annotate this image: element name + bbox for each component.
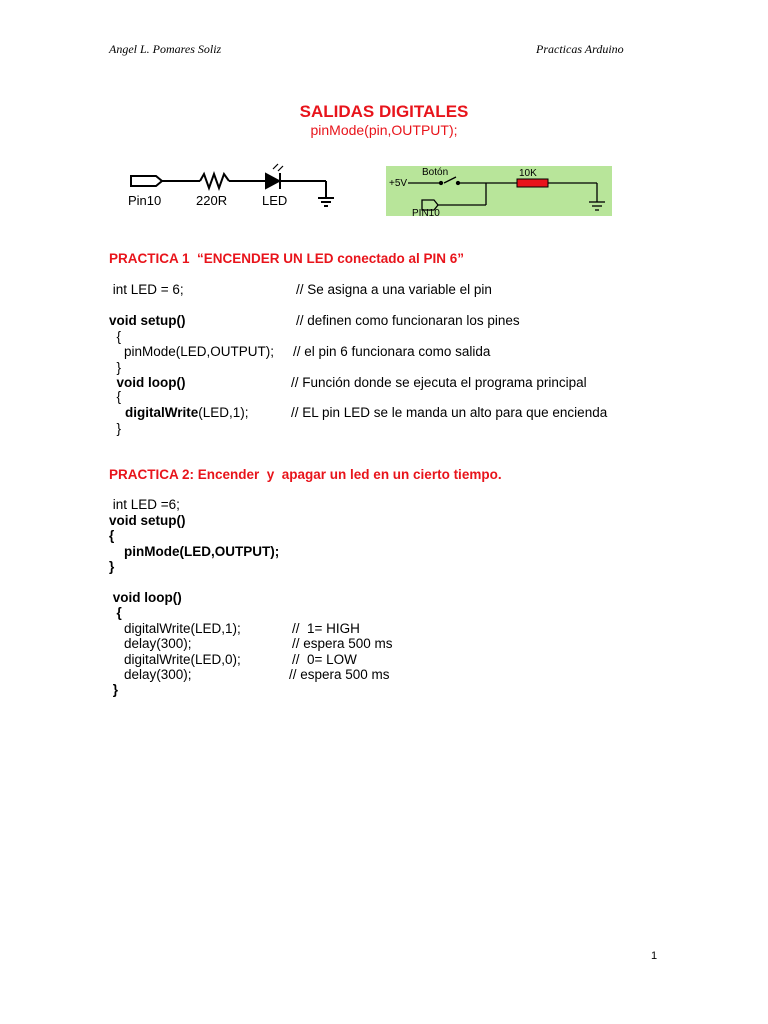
code-line: { — [109, 528, 115, 543]
diagram-vcc-label: +5V — [389, 178, 408, 189]
code-comment: // 0= LOW — [292, 652, 357, 667]
code-line: int LED = 6; — [109, 282, 184, 297]
code-line: void loop() — [109, 375, 186, 390]
digitalwrite-keyword: digitalWrite — [125, 405, 199, 420]
header-author: Angel L. Pomares Soliz — [109, 42, 222, 56]
page-subtitle: pinMode(pin,OUTPUT); — [310, 122, 458, 138]
code-line: void setup() — [109, 313, 186, 328]
page-number: 1 — [651, 950, 658, 962]
code-comment: // el pin 6 funcionara como salida — [293, 344, 491, 359]
pin-connector — [131, 176, 162, 186]
code-line: } — [109, 682, 119, 697]
code-line: } — [109, 559, 115, 574]
code-comment: // EL pin LED se le manda un alto para que encienda — [291, 405, 608, 420]
led-circuit-diagram — [128, 160, 343, 215]
code-comment: // definen como funcionaran los pines — [296, 313, 520, 328]
practica2-heading: PRACTICA 2: Encender y apagar un led en un cierto tiempo. — [109, 467, 502, 482]
code-line: { — [109, 329, 122, 344]
header-course: Practicas Arduino — [536, 42, 624, 56]
diagram-led-label: LED — [262, 193, 288, 208]
code-comment: // Función donde se ejecuta el programa principal — [291, 375, 587, 390]
resistor-10k — [517, 179, 548, 187]
code-line: } — [109, 360, 122, 375]
code-line: delay(300); — [109, 636, 192, 651]
diagram-10k-label: 10K — [519, 168, 537, 179]
diagram-pin10-label: PIN10 — [412, 208, 440, 216]
practica1-heading: PRACTICA 1 “ENCENDER UN LED conectado al PIN 6” — [109, 251, 465, 266]
code-line: pinMode(LED,OUTPUT); — [109, 344, 275, 359]
code-line: digitalWrite(LED,1); — [109, 621, 241, 636]
code-comment: // espera 500 ms — [292, 636, 393, 651]
code-line: { — [109, 389, 122, 404]
code-line — [125, 405, 249, 421]
code-line: void setup() — [109, 513, 186, 528]
code-comment: // espera 500 ms — [289, 667, 390, 682]
led-symbol — [266, 174, 279, 188]
page-title: SALIDAS DIGITALES — [299, 102, 469, 121]
button-circuit-diagram — [386, 166, 612, 216]
code-comment: // 1= HIGH — [292, 621, 360, 636]
code-comment: // Se asigna a una variable el pin — [296, 282, 492, 297]
code-line: { — [109, 605, 122, 620]
code-line: pinMode(LED,OUTPUT); — [109, 544, 280, 559]
code-line: int LED =6; — [109, 497, 180, 512]
diagram-resistor-label: 220R — [196, 193, 228, 208]
diagram-boton-label: Botón — [422, 167, 449, 178]
digitalwrite-args: (LED,1); — [198, 405, 249, 420]
diagram-pin-label: Pin10 — [128, 193, 162, 208]
resistor-symbol — [200, 174, 229, 188]
code-line: delay(300); — [109, 667, 192, 682]
code-line: digitalWrite(LED,0); — [109, 652, 241, 667]
code-line: } — [109, 421, 122, 436]
code-line: void loop() — [109, 590, 182, 605]
